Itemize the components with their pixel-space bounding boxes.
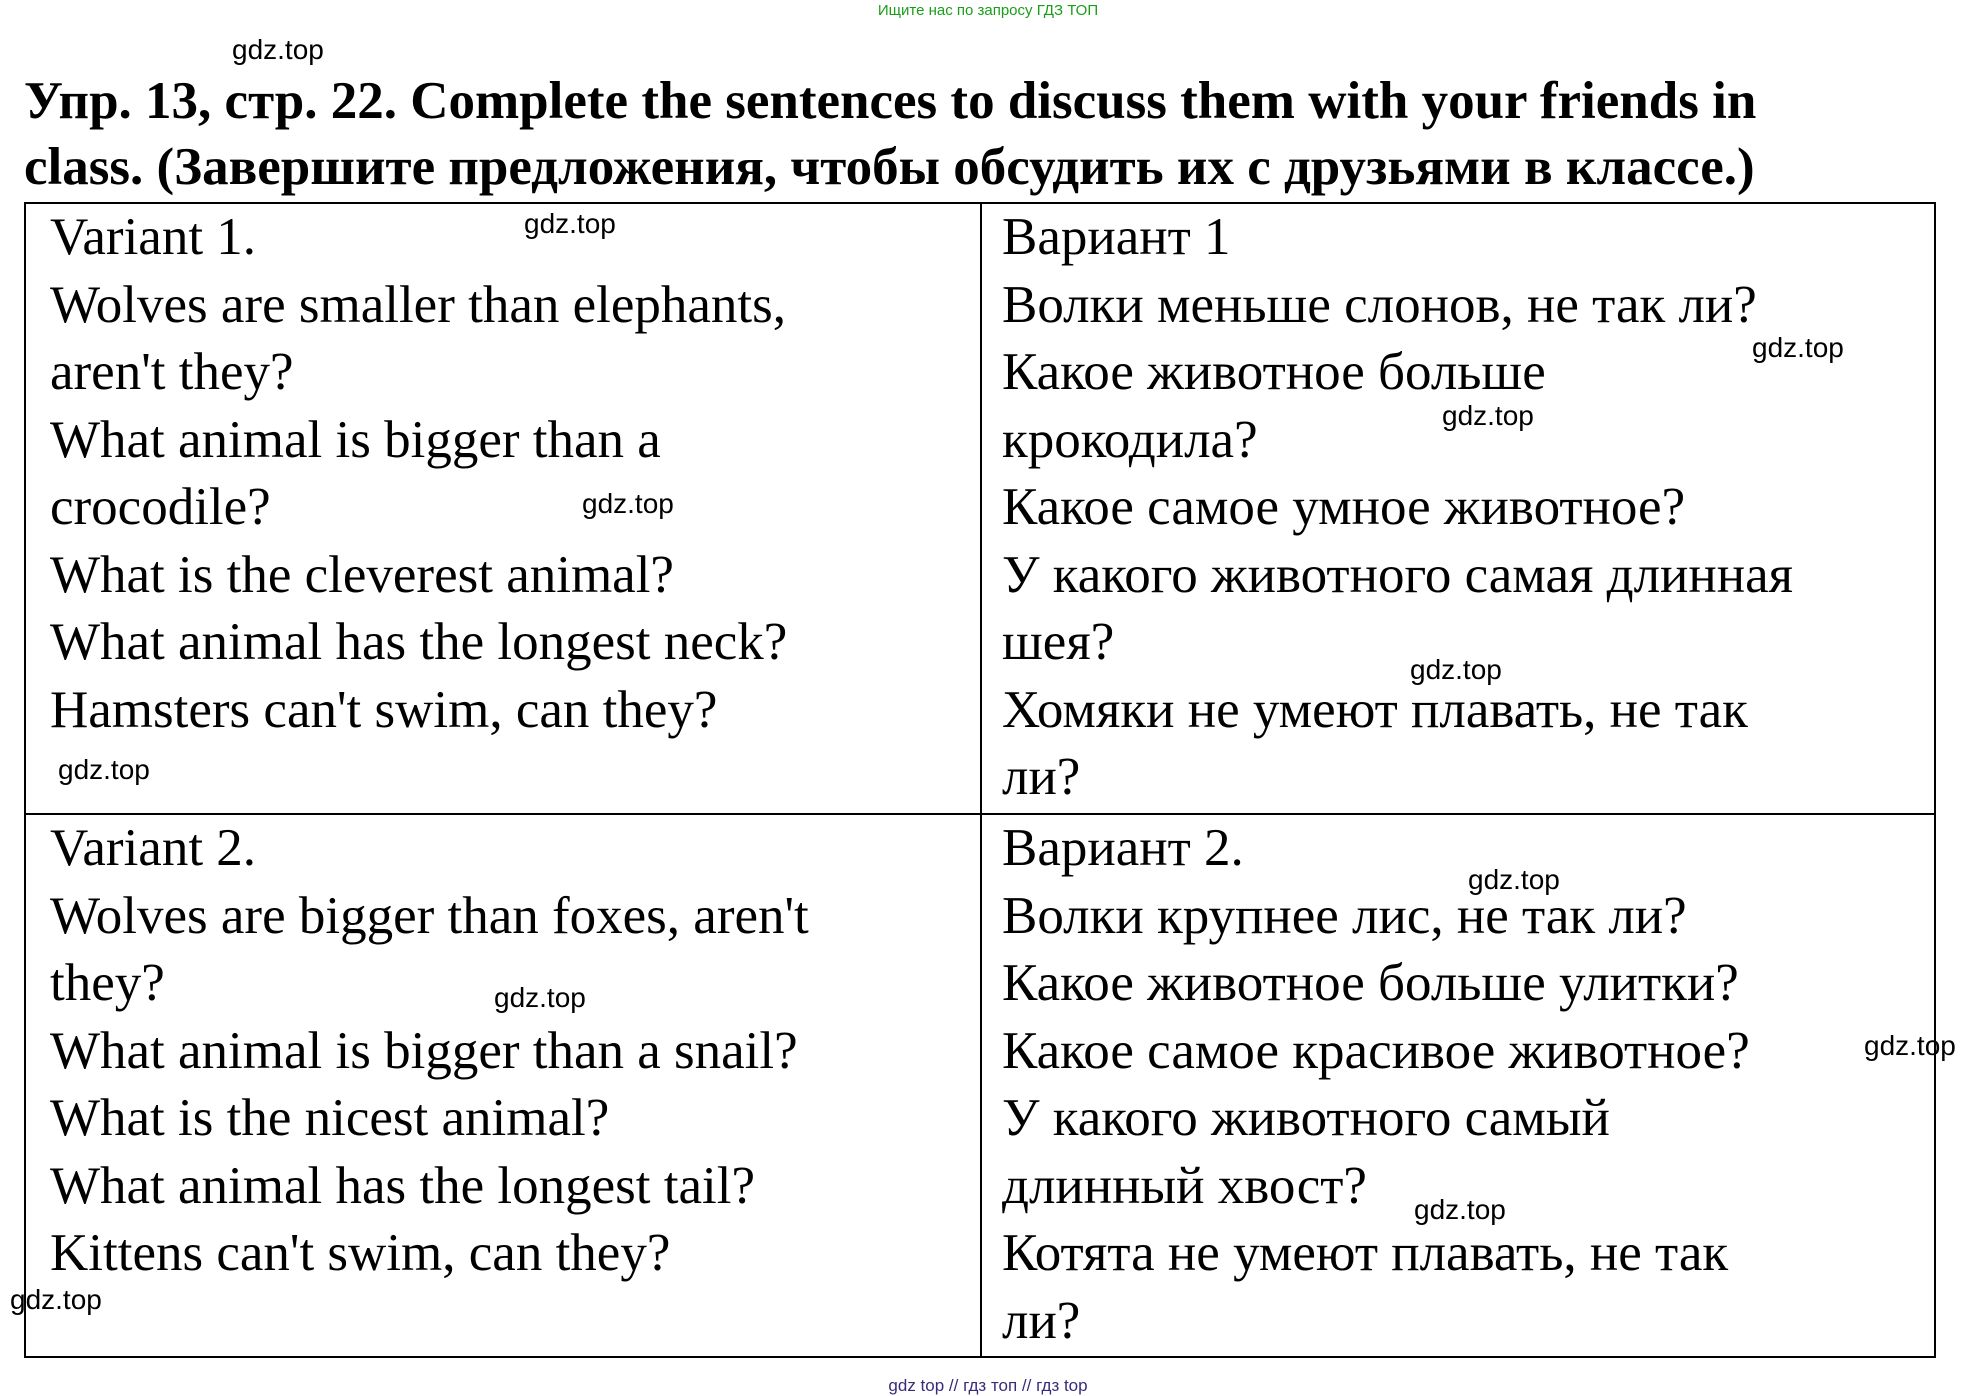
exercise-title (24, 68, 1964, 200)
watermark: gdz.top (494, 982, 586, 1013)
cell-line: Kittens can't swim, can they? (50, 1224, 671, 1282)
watermark: gdz.top (1410, 654, 1502, 685)
cell-line: крокодила? (1002, 410, 1258, 469)
cell-line: What is the cleverest animal? (50, 545, 674, 604)
watermark: gdz.top (232, 34, 324, 65)
cell-line: Variant 1. (50, 208, 257, 266)
cell-line: Какое животное больше (1002, 343, 1546, 401)
watermark: gdz.top (582, 488, 674, 519)
cell-line: Variant 2. (50, 819, 257, 877)
cell-line: What animal has the longest neck? (50, 613, 788, 671)
cell-line: What animal has the longest tail? (50, 1156, 755, 1215)
watermark: gdz.top (1442, 400, 1534, 431)
cell-line: aren't they? (50, 343, 294, 401)
cell-line: What is the nicest animal? (50, 1089, 610, 1147)
cell-line: шея? (1002, 613, 1115, 671)
cell-line: ли? (1002, 1291, 1081, 1350)
cell-line: Wolves are bigger than foxes, aren't (50, 886, 809, 945)
title-line: class. (Завершите предложения, чтобы обсудить их с друзьями в классе.) (24, 138, 1755, 196)
table-column-divider (980, 204, 982, 1356)
cell-line: Волки крупнее лис, не так ли? (1002, 886, 1687, 945)
top-banner: Ищите нас по запросу ГДЗ ТОП (877, 2, 1099, 19)
footer-watermark: gdz top // гдз топ // гдз top (888, 1376, 1088, 1395)
cell-line: Какое животное больше улитки? (1002, 954, 1739, 1012)
variant-1-russian-cell (1002, 204, 1793, 812)
watermark: gdz.top (1864, 1030, 1956, 1061)
cell-line: Wolves are smaller than elephants, (50, 275, 786, 334)
watermark: gdz.top (524, 208, 616, 239)
watermark: gdz.top (1752, 332, 1844, 363)
cell-line: Какое самое умное животное? (1002, 478, 1686, 536)
variant-1-english-cell (50, 204, 787, 744)
cell-line: длинный хвост? (1002, 1156, 1367, 1215)
cell-line: Вариант 2. (1002, 819, 1244, 877)
answer-table (24, 202, 1936, 1358)
cell-line: Вариант 1 (1002, 208, 1231, 266)
cell-line: У какого животного самая длинная (1002, 545, 1794, 604)
variant-2-english-cell (50, 815, 809, 1288)
cell-line: crocodile? (50, 478, 271, 536)
cell-line: What animal is bigger than a snail? (50, 1021, 798, 1080)
cell-line: Хомяки не умеют плавать, не так (1002, 680, 1748, 739)
variant-2-russian-cell (1002, 815, 1750, 1355)
cell-line: Какое самое красивое животное? (1002, 1021, 1750, 1080)
cell-line: Волки меньше слонов, не так ли? (1002, 275, 1757, 334)
cell-line: Hamsters can't swim, can they? (50, 680, 718, 739)
watermark: gdz.top (58, 754, 150, 785)
watermark: gdz.top (10, 1284, 102, 1315)
cell-line: Котята не умеют плавать, не так (1002, 1224, 1729, 1282)
title-line: Упр. 13, стр. 22. Complete the sentences to discuss them with your friends in (24, 72, 1757, 130)
watermark: gdz.top (1414, 1194, 1506, 1225)
cell-line: they? (50, 954, 165, 1012)
cell-line: ли? (1002, 748, 1081, 806)
cell-line: What animal is bigger than a (50, 410, 661, 469)
watermark: gdz.top (1468, 864, 1560, 895)
cell-line: У какого животного самый (1002, 1089, 1610, 1147)
